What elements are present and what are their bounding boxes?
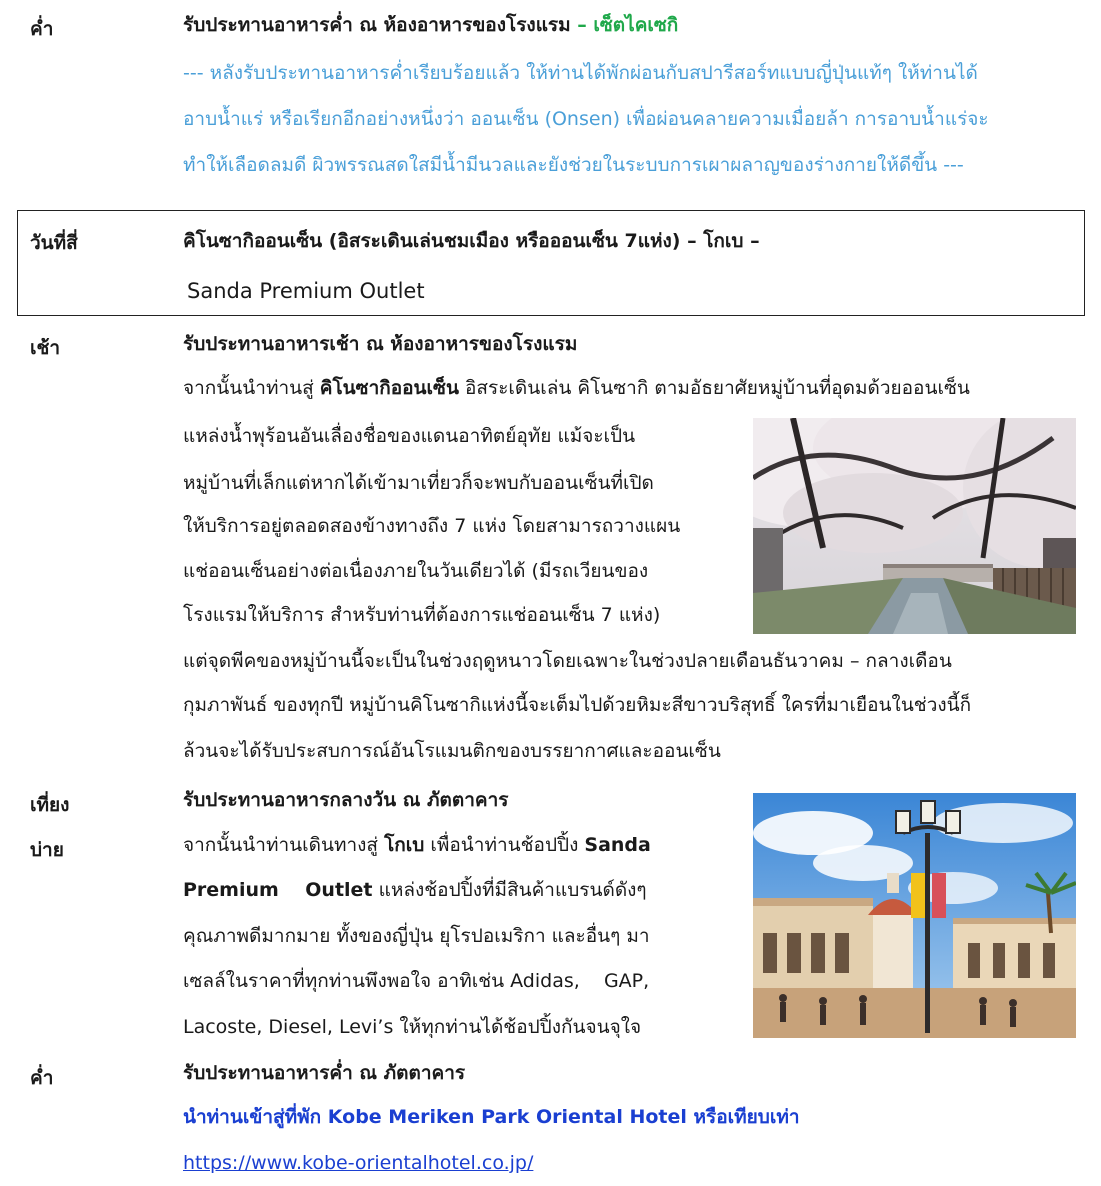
kinosaki-wrap-line-4: แช่ออนเซ็นอย่างต่อเนื่องภายในวันเดียวได้ (มีรถเวียนของ <box>183 560 649 582</box>
sanda-name: Sanda <box>584 834 651 856</box>
afternoon-label: บ่าย <box>30 839 64 861</box>
kinosaki-intro <box>183 365 970 411</box>
kinosaki-intro-post: อิสระเดินเล่น คิโนซากิ ตามอัธยาศัยหมู่บ้านที่อุดมด้วยออนเซ็น <box>458 377 970 399</box>
dinner-label: ค่ำ <box>30 18 54 40</box>
kinosaki-wrap-line-2: หมู่บ้านที่เล็กแต่หากได้เข้ามาเที่ยวก็จะพบกับออนเซ็นที่เปิด <box>183 472 654 494</box>
kobe-line-1 <box>183 822 651 868</box>
kinosaki-name: คิโนซากิออนเซ็น <box>319 377 459 399</box>
day4-title-line1: คิโนซากิออนเซ็น (อิสระเดินเล่นชมเมือง หรือออนเซ็น 7แห่ง) – โกเบ – <box>183 230 760 252</box>
onsen-line-1: --- หลังรับประทานอาหารค่ำเรียบร้อยแล้ว ให้ท่านได้พักผ่อนกับสปารีสอร์ทแบบญี่ปุ่นแท้ๆ ให้ท่านได้ <box>183 62 978 84</box>
onsen-line-3: ทำให้เลือดลมดี ผิวพรรณสดใสมีน้ำมีนวลและยังช่วยในระบบการเผาผลาญของร่างกายให้ดีขึ้น --- <box>183 154 964 176</box>
sanda-outlet-photo <box>753 793 1076 1038</box>
hotel-url-link[interactable]: https://www.kobe-orientalhotel.co.jp/ <box>183 1152 534 1174</box>
day4-title-line2: Sanda Premium Outlet <box>187 279 425 303</box>
onsen-line-2: อาบน้ำแร่ หรือเรียกอีกอย่างหนึ่งว่า ออนเซ็น (Onsen) เพื่อผ่อนคลายความเมื่อยล้า การอาบน้ำแร่จะ <box>183 108 989 130</box>
dinner-title: รับประทานอาหารค่ำ ณ ห้องอาหารของโรงแรม <box>183 14 571 36</box>
kobe-line-4: เซลล์ในราคาที่ทุกท่านพึงพอใจ อาทิเช่น Adidas, GAP, <box>183 970 650 992</box>
kobe-line-2 <box>183 867 647 913</box>
kobe-line-2-post: แหล่งช้อปปิ้งที่มีสินค้าแบรนด์ดังๆ <box>372 879 647 901</box>
kinosaki-full-line-3: ล้วนจะได้รับประสบการณ์อันโรแมนติกของบรรยากาศและออนเซ็น <box>183 740 721 762</box>
breakfast-title: รับประทานอาหารเช้า ณ ห้องอาหารของโรงแรม <box>183 333 578 355</box>
kobe-line-1-pre: จากนั้นนำท่านเดินทางสู่ <box>183 834 385 856</box>
kobe-line-3: คุณภาพดีมากมาย ทั้งของญี่ปุ่น ยุโรปอเมริกา และอื่นๆ มา <box>183 925 650 947</box>
dinner-dash: – <box>570 14 594 36</box>
lunch-label: เที่ยง <box>30 794 70 816</box>
kobe-line-1-mid: เพื่อนำท่านช้อปปิ้ง <box>424 834 585 856</box>
dinner2-label: ค่ำ <box>30 1067 54 1089</box>
kinosaki-cherry-blossom-photo <box>753 418 1076 634</box>
kobe-line-5: Lacoste, Diesel, Levi’s ให้ทุกท่านได้ช้อปปิ้งกันจนจุใจ <box>183 1016 642 1038</box>
hotel-line: นำท่านเข้าสู่ที่พัก Kobe Meriken Park Oriental Hotel หรือเทียบเท่า <box>183 1106 800 1128</box>
premium-outlet-name: Premium Outlet <box>183 879 373 901</box>
kinosaki-wrap-line-3: ให้บริการอยู่ตลอดสองข้างทางถึง 7 แห่ง โดยสามารถวางแผน <box>183 515 681 537</box>
kinosaki-full-line-1: แต่จุดพีคของหมู่บ้านนี้จะเป็นในช่วงฤดูหนาวโดยเฉพาะในช่วงปลายเดือนธันวาคม – กลางเดือน <box>183 650 952 672</box>
kinosaki-intro-pre: จากนั้นนำท่านสู่ <box>183 377 320 399</box>
kinosaki-wrap-line-1: แหล่งน้ำพุร้อนอันเลื่องชื่อของแดนอาทิตย์อุทัย แม้จะเป็น <box>183 425 636 447</box>
dinner-title-line <box>183 2 678 48</box>
lunch-title: รับประทานอาหารกลางวัน ณ ภัตตาคาร <box>183 789 509 811</box>
morning-label: เช้า <box>30 337 61 359</box>
dinner2-title: รับประทานอาหารค่ำ ณ ภัตตาคาร <box>183 1062 466 1084</box>
kinosaki-wrap-line-5: โรงแรมให้บริการ สำหรับท่านที่ต้องการแช่ออนเซ็น 7 แห่ง) <box>183 604 661 626</box>
day4-label: วันที่สี่ <box>30 232 78 254</box>
kinosaki-full-line-2: กุมภาพันธ์ ของทุกปี หมู่บ้านคิโนซากิแห่งนี้จะเต็มไปด้วยหิมะสีขาวบริสุทธิ์ ใครที่มาเยือนในช่วงนี้ก็ <box>183 694 972 716</box>
kobe-name: โกเบ <box>384 834 425 856</box>
kaiseki-set: เซ็ตไคเซกิ <box>593 14 679 36</box>
